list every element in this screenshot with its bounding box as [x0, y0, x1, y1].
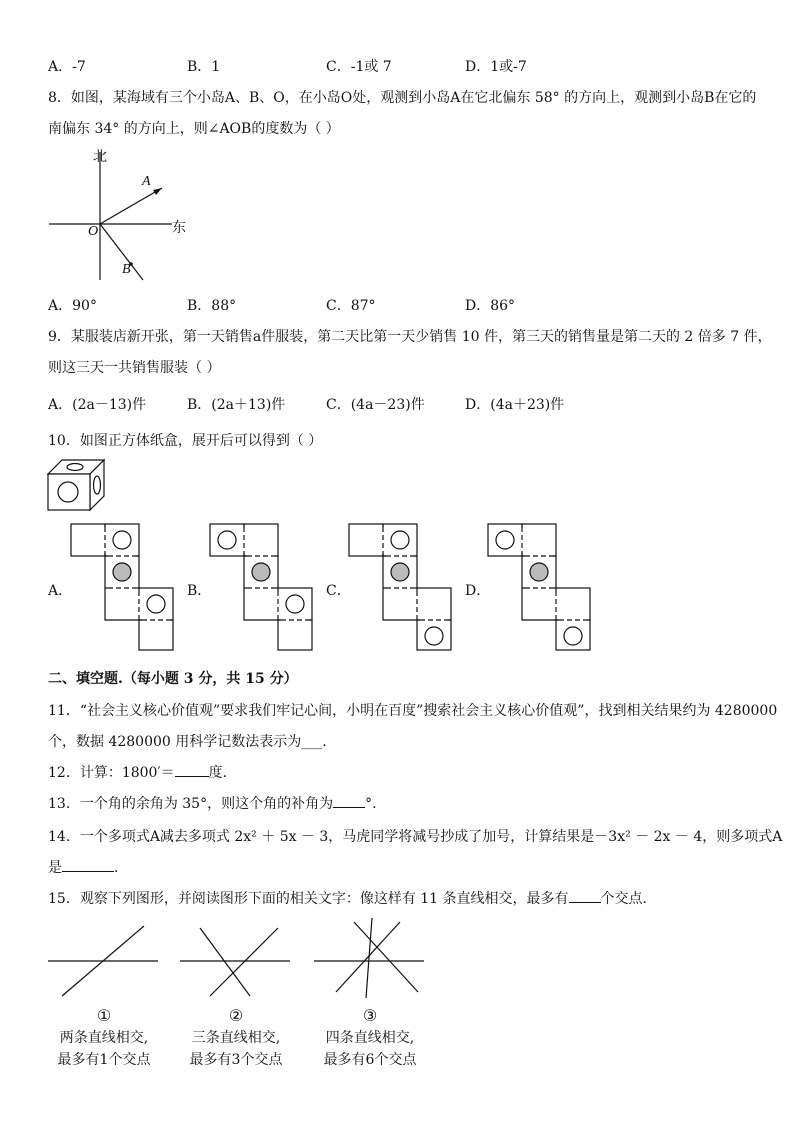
q8-stem-line1: 8．如图，某海域有三个小岛A、B、O，在小岛O处，观测到小岛A在它北偏东 58° 的方向上，观测到小岛B在它的: [48, 90, 757, 106]
q13-stem: 13．一个角的余角为 35°，则这个角的补角为 °.: [48, 793, 377, 813]
lines-figure-four: [314, 918, 426, 998]
figure-label: ②: [228, 1006, 244, 1025]
lines-figure-two: [48, 924, 160, 998]
q8-option-a[interactable]: A．90°: [48, 298, 97, 314]
q8-stem-line2: 南偏东 34° 的方向上，则∠AOB的度数为（ ）: [48, 121, 340, 137]
figure-label: ①: [96, 1006, 112, 1025]
east-label: 东: [172, 220, 186, 236]
q9-option-a[interactable]: A．(2a－13)件: [48, 397, 147, 413]
point-b-label: B: [122, 262, 131, 277]
q7-option-d[interactable]: D．1或-7: [465, 59, 527, 75]
q12-answer-blank[interactable]: [175, 762, 209, 777]
lines-figure-three: [180, 924, 292, 998]
q9-stem-line1: 9．某服装店新开张，第一天销售a件服装，第二天比第一天少销售 10 件，第三天的销售量是第二天的 2 倍多 7 件，: [48, 329, 772, 345]
q8-option-c[interactable]: C．87°: [326, 298, 376, 314]
section-2-title: 二、填空题.（每小题 3 分，共 15 分）: [48, 671, 298, 687]
q14-stem-line2: 是 .: [48, 857, 118, 877]
north-label: 北: [93, 149, 107, 165]
q15-answer-blank[interactable]: [569, 888, 601, 903]
figure-label: ③: [362, 1006, 378, 1025]
point-a-label: A: [142, 174, 151, 189]
q9-option-c[interactable]: C．(4a－23)件: [326, 397, 425, 413]
q11-stem-line1: 11．“社会主义核心价值观”要求我们牢记心间，小明在百度”搜索社会主义核心价值观”，找到相关结果约为 4280000: [48, 703, 778, 719]
q10-option-c[interactable]: C．: [326, 583, 351, 599]
q10-option-a[interactable]: A．: [48, 583, 73, 599]
q14-stem-line1: 14．一个多项式A减去多项式 2x² ＋ 5x － 3，马虎同学将减号抄成了加号，计算结果是－3x² － 2x － 4，则多项式A: [48, 829, 783, 845]
q10-option-d[interactable]: D．: [465, 583, 491, 599]
q9-option-b[interactable]: B．(2a＋13)件: [187, 397, 286, 413]
q8-option-b[interactable]: B．88°: [187, 298, 237, 314]
q11-stem-line2: 个，数据 4280000 用科学记数法表示为___.: [48, 734, 327, 750]
q10-net-b[interactable]: [209, 523, 319, 651]
q7-option-a[interactable]: A．-7: [48, 59, 86, 75]
origin-o-label: O: [88, 224, 99, 239]
q14-answer-blank[interactable]: [62, 857, 114, 872]
cube-box-figure: [46, 458, 106, 512]
q12-stem: 12．计算：1800′＝ 度.: [48, 762, 227, 782]
q9-stem-line2: 则这三天一共销售服装（ ）: [48, 360, 221, 376]
q10-net-a[interactable]: [70, 523, 180, 651]
q7-option-c[interactable]: C．-1或 7: [326, 59, 392, 75]
q10-net-d[interactable]: [487, 523, 597, 651]
q10-option-b[interactable]: B．: [187, 583, 212, 599]
q10-net-c[interactable]: [348, 523, 458, 651]
q8-option-d[interactable]: D．86°: [465, 298, 516, 314]
q9-option-d[interactable]: D．(4a＋23)件: [465, 397, 565, 413]
q8-compass-figure: [40, 140, 200, 285]
q15-stem: 15．观察下列图形，并阅读图形下面的相关文字：像这样有 11 条直线相交，最多有 个交点.: [48, 888, 647, 908]
q7-option-b[interactable]: B．1: [187, 59, 221, 75]
q13-answer-blank[interactable]: [333, 793, 365, 808]
q10-stem: 10．如图正方体纸盒，展开后可以得到（ ）: [48, 433, 323, 449]
figure-three-caption: ② 三条直线相交, 最多有3个交点: [180, 1005, 292, 1071]
figure-two-caption: ① 两条直线相交, 最多有1个交点: [48, 1005, 160, 1071]
figure-four-caption: ③ 四条直线相交, 最多有6个交点: [314, 1005, 426, 1071]
